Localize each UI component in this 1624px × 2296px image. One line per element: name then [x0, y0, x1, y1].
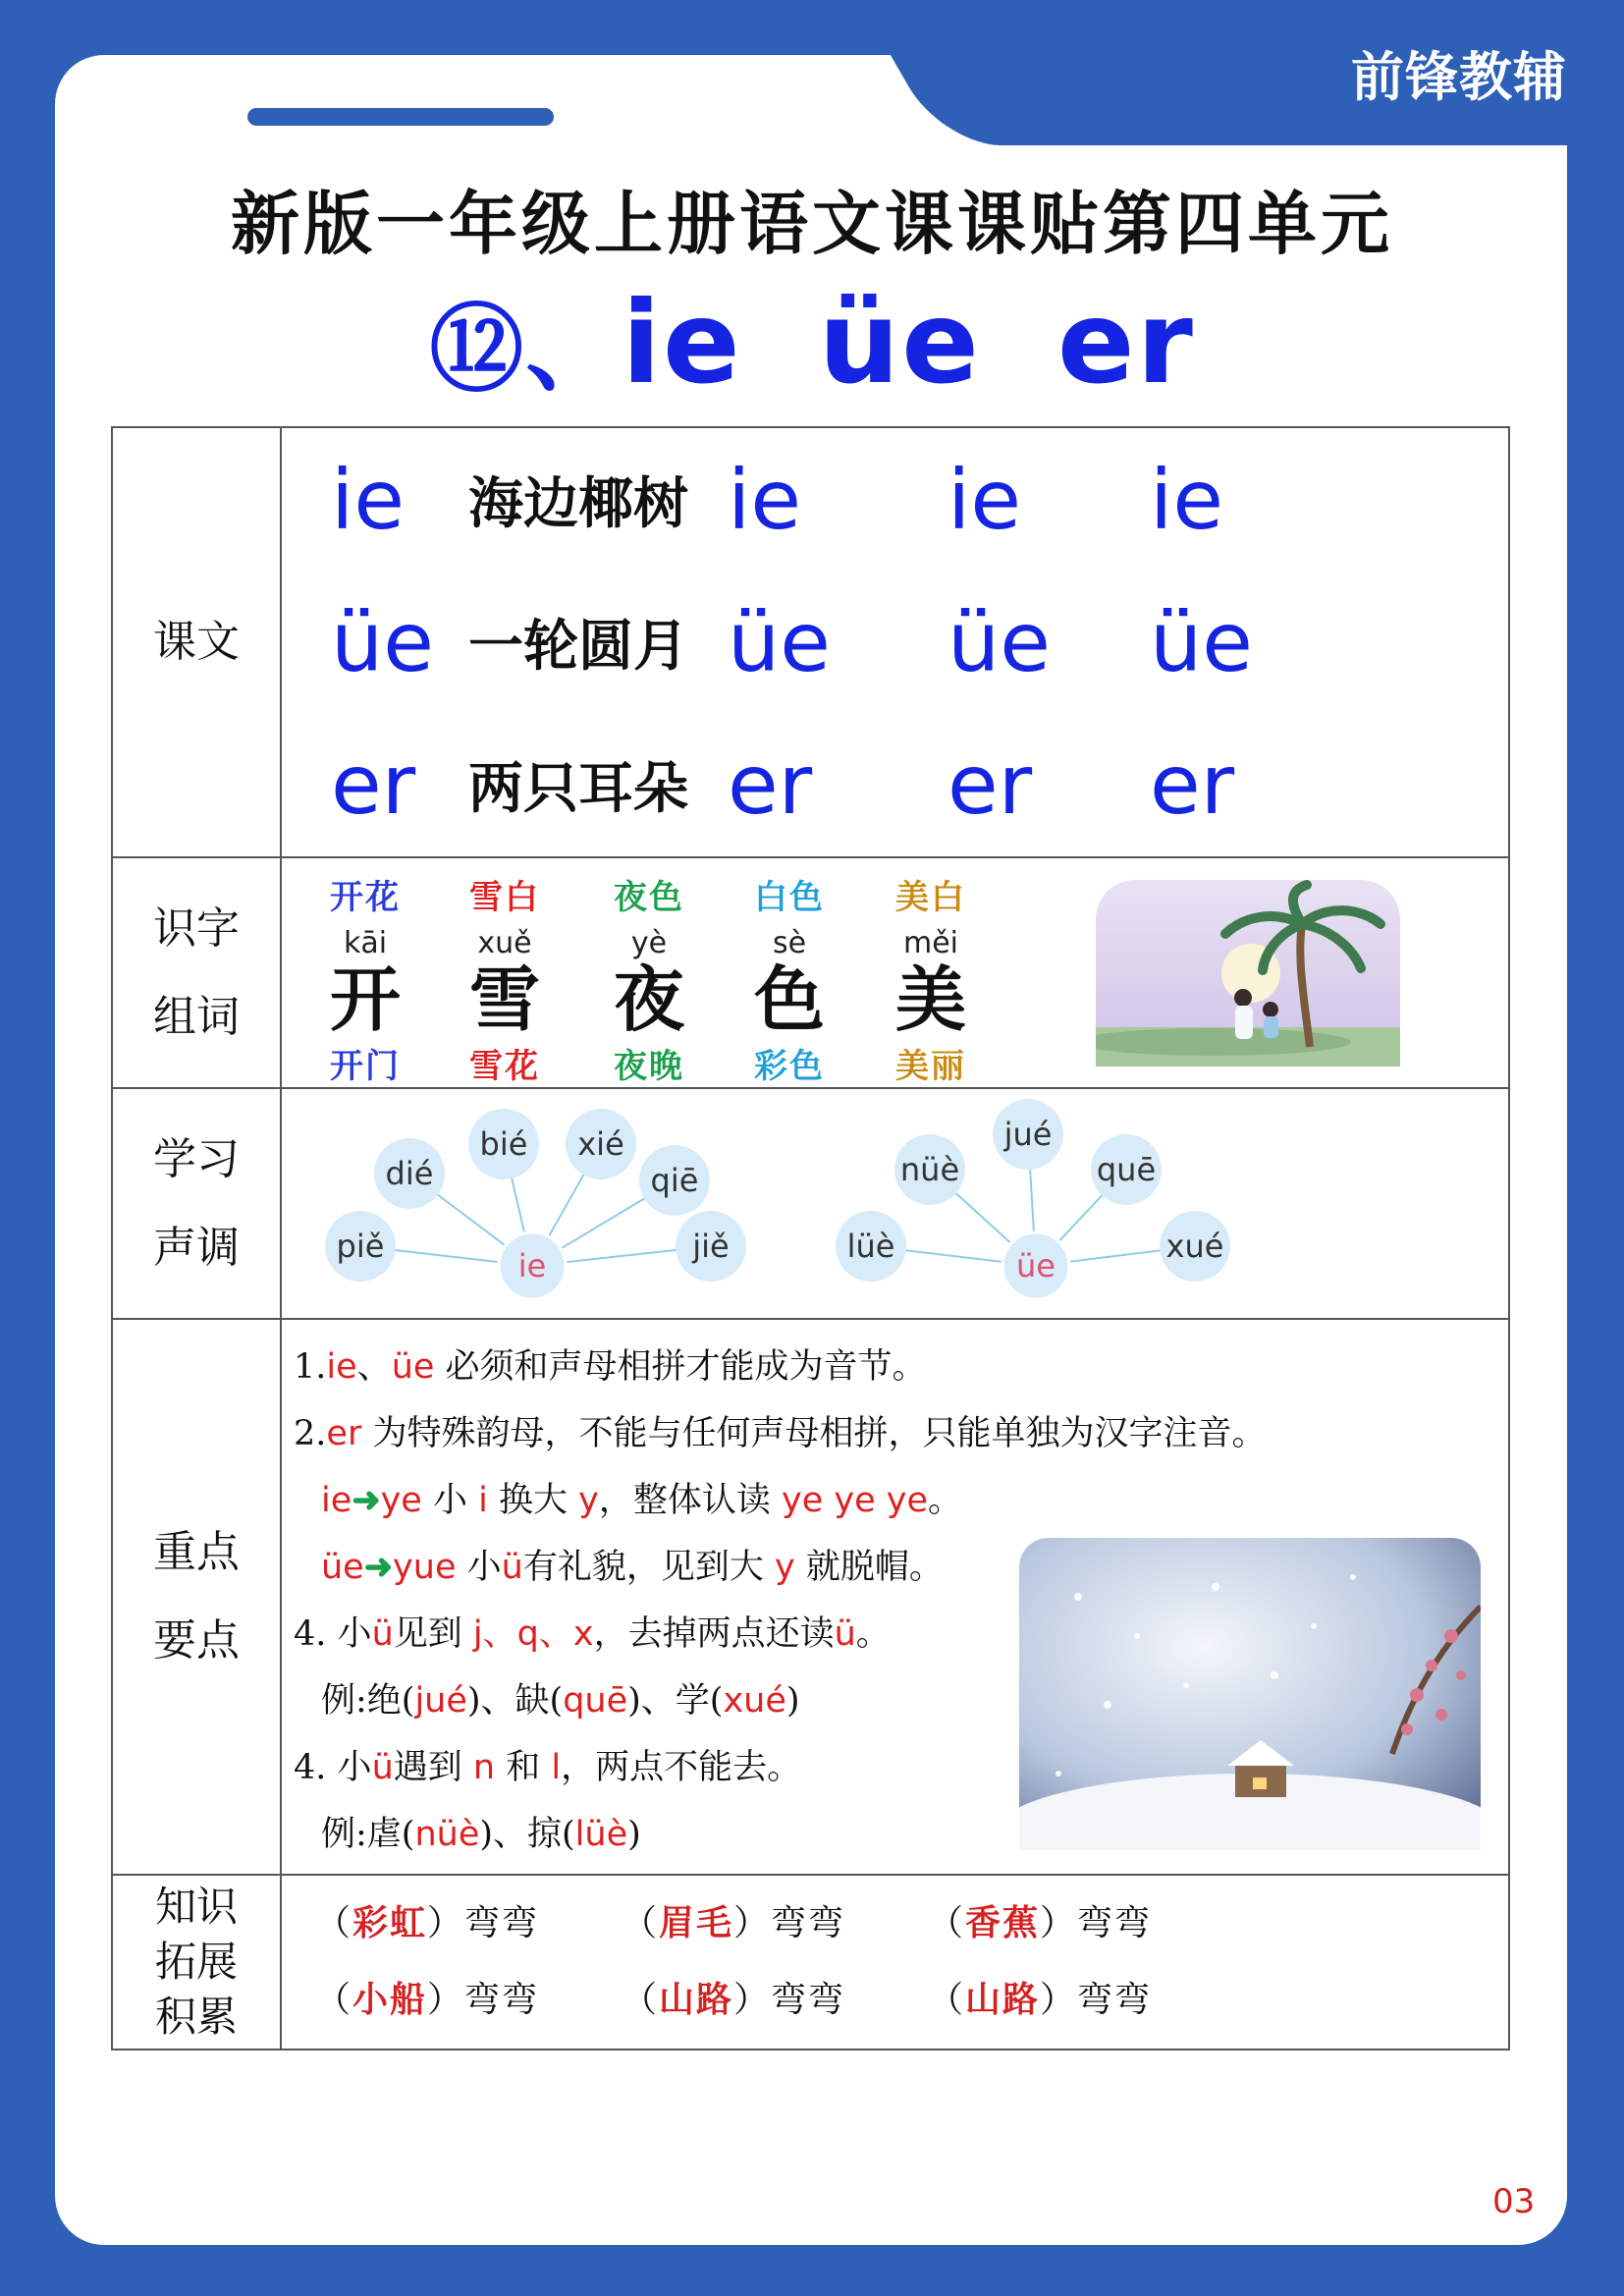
- word-top: 开花: [330, 878, 401, 917]
- final-ue: üe: [818, 277, 981, 410]
- tone-wheel-diagram: [282, 1089, 1509, 1318]
- char-pinyin: kāi: [343, 926, 388, 960]
- palm-tree-illustration: [1096, 880, 1400, 1066]
- lesson-heading: [0, 275, 1624, 410]
- point-7: 4. 小ü遇到 n 和 l，两点不能去。: [294, 1748, 802, 1787]
- extension-word: 山路: [965, 1979, 1041, 2020]
- snow-scene-illustration: [1019, 1538, 1481, 1850]
- label-line: 积累: [154, 1993, 238, 2041]
- character-list: [282, 858, 1508, 1087]
- spoke-syllable: jiě: [692, 1228, 730, 1265]
- word-top: 雪白: [469, 878, 540, 917]
- text-row: [282, 572, 1508, 714]
- lesson-number: ⑫、: [429, 295, 623, 405]
- extension-suffix: 弯弯: [771, 1980, 846, 2020]
- label-line: 重点: [153, 1527, 240, 1577]
- char-glyph: 色: [753, 957, 825, 1041]
- row-text: [112, 427, 1509, 857]
- label-text: 课文: [112, 427, 281, 857]
- point-6: 例:绝(jué)、缺(quē)、学(xué): [321, 1681, 800, 1721]
- spoke-syllable: xué: [1165, 1228, 1224, 1265]
- key-points-cell: [281, 1319, 1509, 1875]
- word-top: 白色: [754, 878, 825, 917]
- word-bottom: 夜晚: [614, 1047, 684, 1086]
- character-item: [716, 870, 863, 1087]
- spoke-syllable: bié: [479, 1125, 528, 1163]
- point-8: 例:虐(nüè)、掠(lüè): [321, 1815, 641, 1854]
- row-phrase: 一轮圆月: [468, 615, 688, 679]
- row-repeat: üe: [1150, 594, 1253, 690]
- row-pinyin: ie: [331, 452, 406, 548]
- row-repeat: üe: [728, 594, 831, 690]
- row-repeat: er: [947, 737, 1033, 833]
- extension-list: [282, 1876, 1508, 2049]
- label-literacy: [112, 857, 281, 1088]
- key-points: [282, 1320, 1508, 1874]
- character-item: [575, 870, 723, 1087]
- row-pinyin: er: [331, 737, 416, 833]
- char-glyph: 美: [894, 957, 966, 1041]
- row-repeat: üe: [947, 594, 1051, 690]
- row-repeat: er: [728, 737, 813, 833]
- final-er: er: [1056, 277, 1195, 410]
- extension-suffix: 弯弯: [464, 1980, 540, 2020]
- extension-word: 小船: [352, 1979, 428, 2020]
- extension-item: （山路）弯弯: [622, 1979, 846, 2020]
- lesson-table: [111, 426, 1510, 2050]
- extension-item: （彩虹）弯弯: [315, 1902, 540, 1943]
- extension-word: 香蕉: [965, 1902, 1041, 1943]
- row-key-points: [112, 1319, 1509, 1875]
- literacy-cell: [281, 857, 1509, 1088]
- row-pinyin: üe: [331, 594, 434, 690]
- row-tones: [112, 1088, 1509, 1319]
- extension-suffix: 弯弯: [464, 1903, 540, 1943]
- page-number: 03: [1492, 2182, 1536, 2221]
- label-line: 声调: [153, 1222, 240, 1273]
- char-pinyin: sè: [772, 926, 807, 960]
- tone-wheels: [282, 1089, 1508, 1318]
- label-tones: [112, 1088, 281, 1319]
- spoke-syllable: lüè: [846, 1228, 895, 1265]
- spoke-syllable: jué: [1003, 1116, 1053, 1153]
- label-line: 识字: [153, 902, 240, 954]
- spoke-syllable: piě: [336, 1228, 385, 1265]
- row-extension: [112, 1875, 1509, 2050]
- page-title: 新版一年级上册语文课课贴第四单元: [231, 183, 1393, 264]
- spoke-syllable: qiē: [650, 1162, 699, 1199]
- label-line: 学习: [153, 1133, 240, 1184]
- extension-word: 彩虹: [352, 1902, 428, 1943]
- final-ie: ie: [622, 277, 742, 410]
- extension-word: 眉毛: [659, 1902, 734, 1943]
- row-repeat: ie: [1150, 452, 1224, 548]
- brand-logo-text: 前锋教辅: [1351, 46, 1567, 108]
- row-phrase: 海边椰树: [468, 472, 688, 536]
- word-top: 美白: [895, 878, 966, 917]
- tones-cell: [281, 1088, 1509, 1319]
- char-glyph: 开: [329, 957, 401, 1041]
- center-final: ie: [517, 1247, 547, 1285]
- char-pinyin: měi: [902, 926, 958, 960]
- text-row: [282, 429, 1508, 572]
- extension-item: （山路）弯弯: [928, 1979, 1153, 2020]
- word-bottom: 开门: [330, 1047, 401, 1086]
- label-key-points: [112, 1319, 281, 1875]
- point-3: ie➜ye 小 i 换大 y，整体认读 ye ye ye。: [321, 1480, 963, 1520]
- character-item: [292, 870, 439, 1087]
- label-line: 组词: [153, 991, 240, 1042]
- label-line: 知识: [154, 1883, 238, 1931]
- char-pinyin: yè: [630, 926, 668, 960]
- center-final: üe: [1016, 1247, 1056, 1285]
- char-glyph: 夜: [613, 957, 684, 1041]
- accent-bar: [247, 108, 554, 126]
- point-1: 1.ie、üe 必须和声母相拼才能成为音节。: [294, 1347, 927, 1387]
- extension-item: （小船）弯弯: [315, 1979, 540, 2020]
- label-extension: [112, 1875, 281, 2050]
- extension-item: （眉毛）弯弯: [622, 1902, 846, 1943]
- spoke-syllable: quē: [1096, 1151, 1157, 1188]
- row-repeat: ie: [728, 452, 802, 548]
- text-row: [282, 714, 1508, 856]
- label-line: 要点: [153, 1615, 240, 1666]
- spoke-syllable: xié: [577, 1125, 624, 1163]
- word-bottom: 雪花: [469, 1047, 540, 1086]
- spoke-syllable: dié: [385, 1155, 434, 1192]
- char-glyph: 雪: [468, 957, 540, 1041]
- label-line: 拓展: [154, 1938, 238, 1986]
- character-item: [431, 870, 578, 1087]
- extension-cell: [281, 1875, 1509, 2050]
- extension-word: 山路: [659, 1979, 734, 2020]
- row-literacy: [112, 857, 1509, 1088]
- word-bottom: 美丽: [895, 1047, 966, 1086]
- extension-suffix: 弯弯: [771, 1903, 846, 1943]
- char-pinyin: xuě: [477, 926, 532, 960]
- text-cell: [281, 427, 1509, 857]
- row-repeat: er: [1150, 737, 1235, 833]
- point-5: 4. 小ü见到 j、q、x，去掉两点还读ü。: [294, 1614, 891, 1654]
- point-4: üe➜yue 小ü有礼貌，见到大 y 就脱帽。: [321, 1547, 944, 1587]
- extension-item: （香蕉）弯弯: [928, 1902, 1153, 1943]
- word-bottom: 彩色: [754, 1047, 825, 1086]
- word-top: 夜色: [614, 878, 684, 917]
- extension-suffix: 弯弯: [1077, 1903, 1153, 1943]
- row-repeat: ie: [947, 452, 1022, 548]
- row-phrase: 两只耳朵: [468, 757, 688, 821]
- extension-suffix: 弯弯: [1077, 1980, 1153, 2020]
- spoke-syllable: nüè: [899, 1151, 960, 1188]
- character-item: [857, 870, 1004, 1087]
- point-2: 2.er 为特殊韵母，不能与任何声母相拼，只能单独为汉字注音。: [294, 1414, 1267, 1453]
